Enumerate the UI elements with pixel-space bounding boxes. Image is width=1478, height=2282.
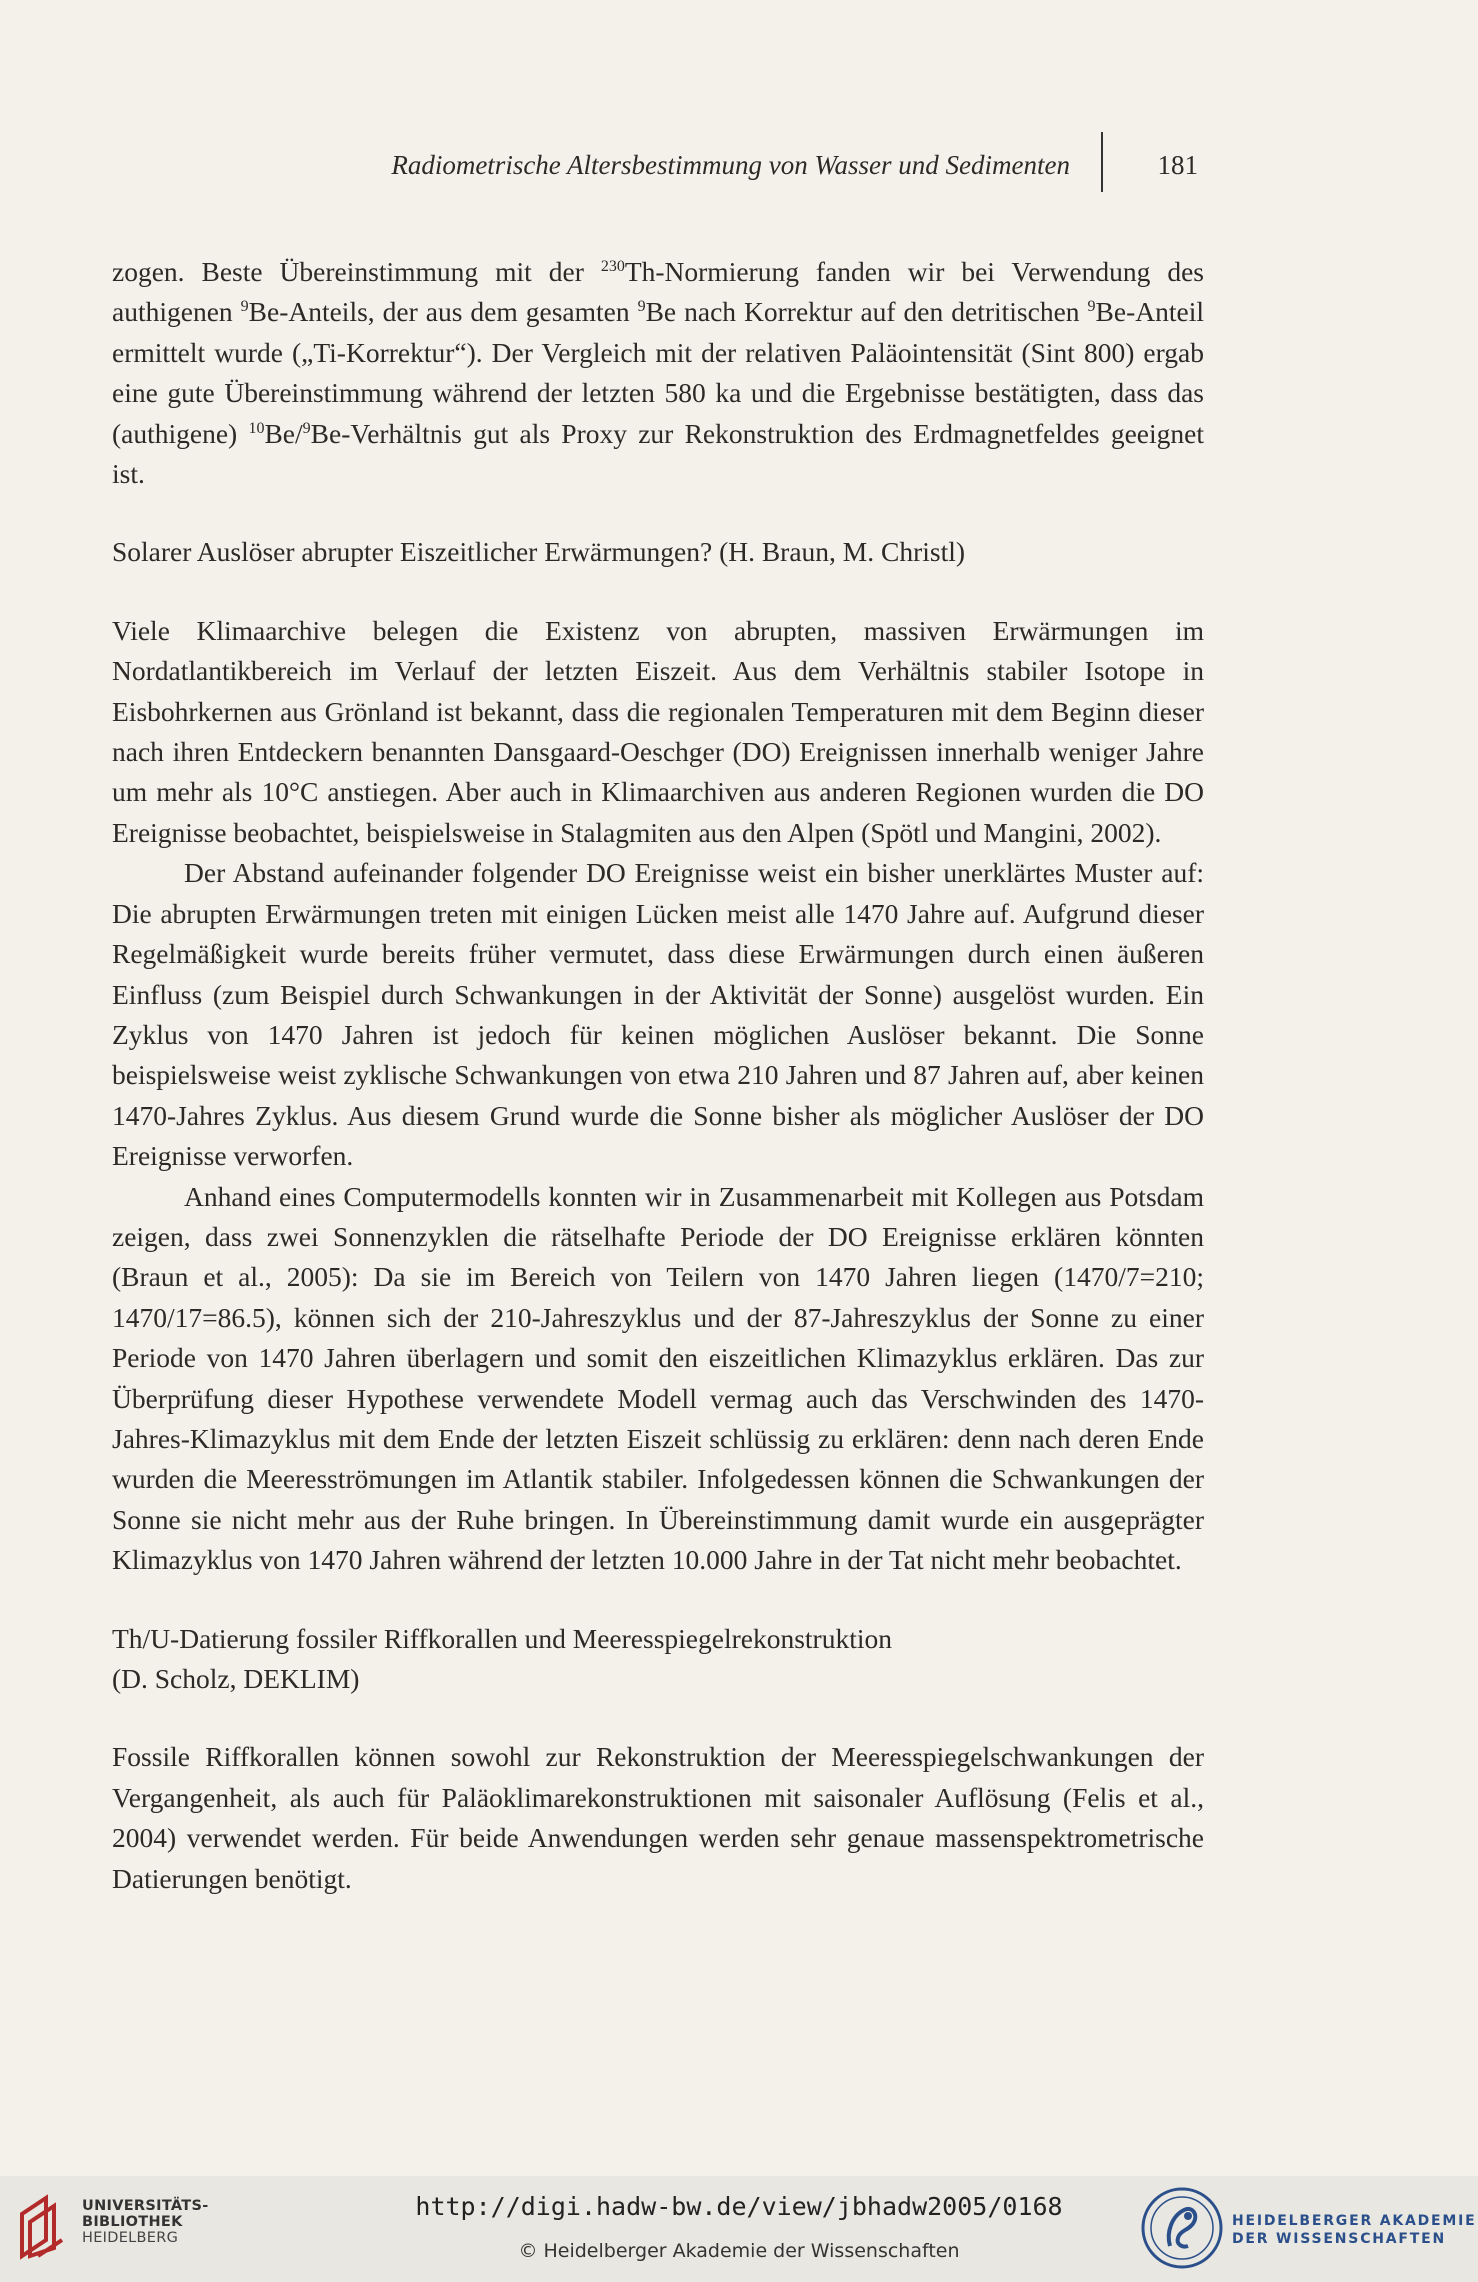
paragraph-2: Viele Klimaarchive belegen die Existenz von abrupten, massiven Erwärmungen im Nordatlantikbereich im Verlauf der letzten Eiszeit. Aus dem Verhältnis stabiler Isotope in Eisbohrkernen aus Grönland ist bekannt, dass die regionalen Temperaturen mit dem Beginn dieser nach ihren Entdeckern benannten Dansgaard-Oeschger (DO) Ereignissen innerhalb weniger Jahre um mehr als 10°C anstiegen. Aber auch in Klimaarchiven aus anderen Regionen wurden die DO Ereignisse beobachtet, beispielsweise in Stalagmiten aus den Alpen (Spötl und Mangini, 2002). — [112, 614, 1204, 848]
section-heading-thu-line1: Th/U-Datierung fossiler Riffkorallen und Meeresspiegelrekonstruktion — [112, 1622, 892, 1654]
copyright-notice: © Heidelberger Akademie der Wissenschaften — [518, 2240, 960, 2262]
running-title: Radiometrische Altersbestimmung von Wasser und Sedimenten — [391, 150, 1070, 180]
paragraph-4: Anhand eines Computermodells konnten wir in Zusammenarbeit mit Kollegen aus Potsdam zeigen, dass zwei Sonnenzyklen die rätselhafte Periode der DO Ereignisse erklären könnten (Braun et al., 2005): Da sie im Bereich von Teilern von 1470 Jahren liegen (1470/7=210; 1470/17=86.5), können sich der 210-Jahreszyklus und der 87-Jahreszyklus der Sonne zu einer Periode von 1470 Jahren überlagern und somit den eiszeitlichen Klimazyklus erklären. Das zur Überprüfung dieser Hypothese verwendete Modell vermag auch das Verschwinden des 1470-Jahres-Klimazyklus mit dem Ende der letzten Eiszeit schlüssig zu erklären: denn nach deren Ende wurden die Meeresströmungen im Atlantik stabiler. Infolgedessen können die Schwankungen der Sonne sie nicht mehr aus der Ruhe bringen. In Übereinstimmung damit wurde ein ausgeprägter Klimazyklus von 1470 Jahren während der letzten 10.000 Jahre in der Tat nicht mehr beobachtet. — [112, 1180, 1204, 1576]
digitization-footer — [0, 2176, 1478, 2282]
section-heading-solar: Solarer Auslöser abrupter Eiszeitlicher Erwärmungen? (H. Braun, M. Christl) — [112, 536, 966, 568]
permalink-url[interactable]: http://digi.hadw-bw.de/view/jbhadw2005/0168 — [415, 2192, 1063, 2221]
section-heading-thu-line2: (D. Scholz, DEKLIM) — [112, 1663, 360, 1694]
academy-name: HEIDELBERGER AKADEMIE DER WISSENSCHAFTEN — [1232, 2213, 1477, 2247]
academy-seal-icon — [1140, 2186, 1224, 2270]
page-number: 181 — [1157, 150, 1198, 180]
university-library-name: UNIVERSITÄTS- BIBLIOTHEK HEIDELBERG — [82, 2198, 209, 2246]
paragraph-1: zogen. Beste Übereinstimmung mit der $^{230}$Th-Normierung fanden wir bei Verwendung des authigenen $^9$Be-Anteils, der aus dem gesamten $^9$Be nach Korrektur auf den detritischen $^9$Be-Anteil ermittelt wurde („Ti-Korrektur“). Der Vergleich mit der relativen Paläointensität (Sint 800) ergab eine gute Übereinstimmung während der letzten 580 ka und die Ergebnisse bestätigten, dass das (authigene) $^{10}$Be/$^9$Be-Verhältnis gut als Proxy zur Rekonstruktion des Erdmagnetfeldes geeignet ist. — [112, 256, 1204, 490]
paragraph-3: Der Abstand aufeinander folgender DO Ereignisse weist ein bisher unerklärtes Muster auf: Die abrupten Erwärmungen treten mit einigen Lücken meist alle 1470 Jahre auf. Aufgrund dieser Regelmäßigkeit wurde bereits früher vermutet, dass diese Erwärmungen durch einen äußeren Einfluss (zum Beispiel durch Schwankungen in der Aktivität der Sonne) ausgelöst wurden. Ein Zyklus von 1470 Jahren ist jedoch für keinen möglichen Auslöser bekannt. Die Sonne beispielsweise weist zyklische Schwankungen von etwa 210 Jahren und 87 Jahren auf, aber keinen 1470-Jahres Zyklus. Aus diesem Grund wurde die Sonne bisher als möglicher Auslöser der DO Ereignisse verworfen. — [112, 857, 1204, 1172]
header-rule — [1101, 132, 1103, 192]
paragraph-5: Fossile Riffkorallen können sowohl zur Rekonstruktion der Meeresspiegelschwankungen der Vergangenheit, als auch für Paläoklimarekonstruktionen mit saisonaler Auflösung (Felis et al., 2004) verwendet werden. Für beide Anwendungen werden sehr genaue massenspektrometrische Datierungen benötigt. — [112, 1741, 1204, 1894]
body-text — [112, 252, 1204, 1899]
